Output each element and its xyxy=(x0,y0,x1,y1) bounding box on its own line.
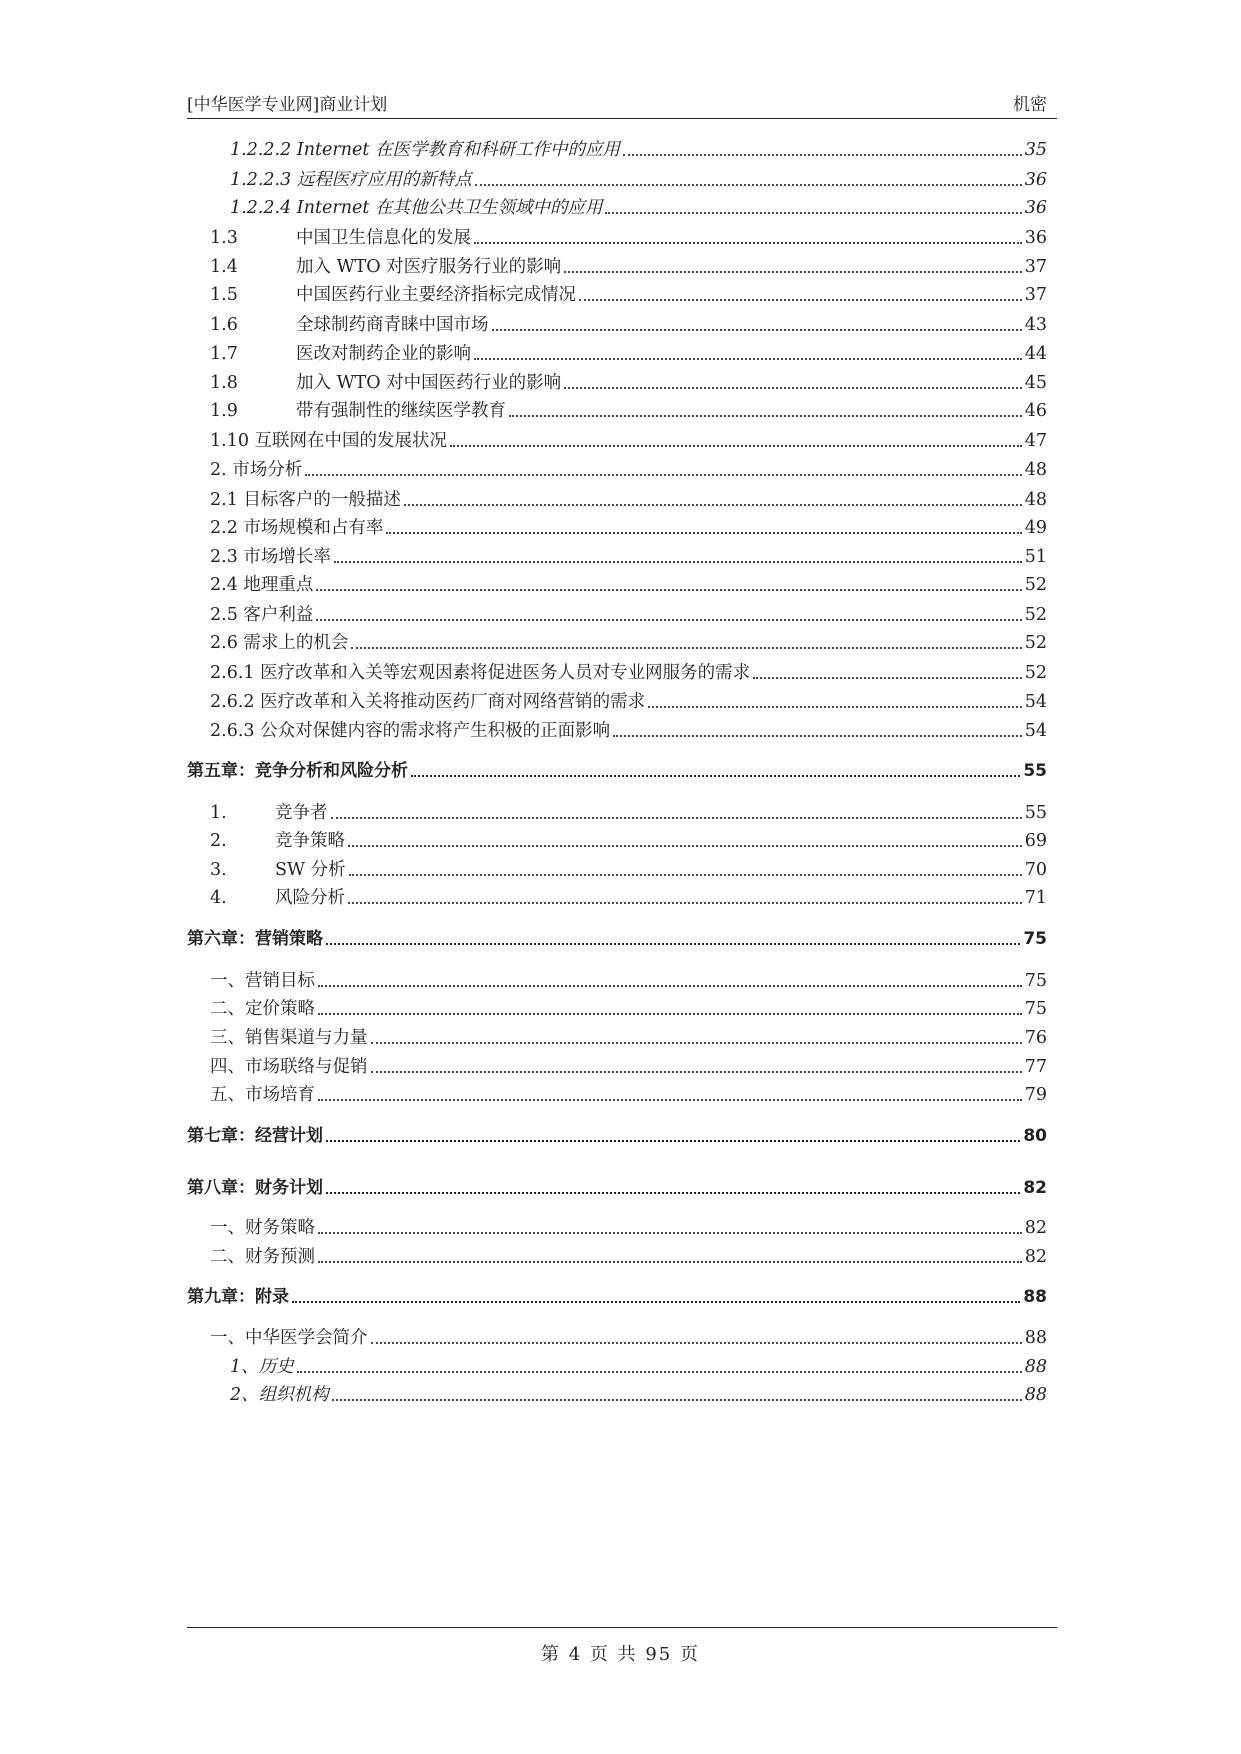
toc-dot-leader xyxy=(332,1398,1022,1401)
toc-entry-title: 1.2.2.4 Internet 在其他公共卫生领域中的应用 xyxy=(230,198,603,218)
toc-dot-leader xyxy=(474,357,1022,360)
toc-entry-title: 加入 WTO 对医疗服务行业的影响 xyxy=(296,257,562,277)
toc-dot-leader xyxy=(411,774,1020,777)
toc-entry-title: 2.6.1 医疗改革和入关等宏观因素将促进医务人员对专业网服务的需求 xyxy=(210,663,751,683)
toc-entry-title: 一、营销目标 xyxy=(210,971,315,991)
toc-entry-title: 中国卫生信息化的发展 xyxy=(296,228,471,248)
toc-dot-leader xyxy=(371,1070,1022,1073)
toc-entry-title: 2、组织机构 xyxy=(230,1385,329,1405)
toc-page-number: 88 xyxy=(1023,1287,1047,1307)
toc-entry[interactable] xyxy=(230,136,1047,162)
toc-dot-leader xyxy=(404,503,1022,506)
toc-page-number: 77 xyxy=(1024,1057,1047,1077)
toc-page-number: 35 xyxy=(1024,140,1047,160)
toc-dot-leader xyxy=(753,676,1022,679)
toc-entry[interactable] xyxy=(210,253,1047,279)
toc-entry-title: 2.3 市场增长率 xyxy=(210,547,331,567)
toc-page-number: 36 xyxy=(1024,170,1047,190)
toc-page-number: 44 xyxy=(1024,344,1047,364)
toc-entry[interactable] xyxy=(210,1243,1047,1269)
toc-chapter[interactable] xyxy=(187,1283,1047,1309)
toc-page-number: 49 xyxy=(1024,518,1047,538)
toc-entry[interactable] xyxy=(210,1024,1047,1050)
toc-chapter[interactable] xyxy=(187,1122,1047,1148)
toc-page-number: 69 xyxy=(1024,831,1047,851)
page-footer: 第 4 页 共 95 页 xyxy=(541,1644,700,1665)
toc-page-number: 43 xyxy=(1024,315,1047,335)
toc-entry[interactable] xyxy=(210,1324,1047,1350)
toc-dot-leader xyxy=(316,618,1021,621)
toc-entry[interactable] xyxy=(230,1353,1047,1379)
toc-page-number: 47 xyxy=(1024,431,1047,451)
toc-entry-title: SW 分析 xyxy=(275,860,346,880)
toc-entry-number: 1.6 xyxy=(210,315,238,335)
toc-page-number: 46 xyxy=(1024,401,1047,421)
toc-entry-title: 三、销售渠道与力量 xyxy=(210,1028,368,1048)
toc-entry-title: 一、中华医学会简介 xyxy=(210,1328,368,1348)
toc-entry[interactable] xyxy=(210,884,1047,910)
toc-entry-title: 2.6 需求上的机会 xyxy=(210,633,349,653)
toc-entry[interactable] xyxy=(210,629,1047,655)
toc-entry-title: 1.10 互联网在中国的发展状况 xyxy=(210,431,448,451)
toc-entry[interactable] xyxy=(210,486,1047,512)
toc-dot-leader xyxy=(318,1012,1022,1015)
toc-page-number: 76 xyxy=(1024,1028,1047,1048)
toc-dot-leader xyxy=(334,560,1022,563)
toc-entry-number: 1.3 xyxy=(210,228,238,248)
toc-page-number: 54 xyxy=(1024,721,1047,741)
toc-entry[interactable] xyxy=(210,659,1047,685)
toc-entry[interactable] xyxy=(210,1081,1047,1107)
toc-page-number: 36 xyxy=(1024,198,1047,218)
toc-entry[interactable] xyxy=(210,967,1047,993)
toc-dot-leader xyxy=(450,444,1022,447)
toc-entry[interactable] xyxy=(210,1214,1047,1240)
toc-dot-leader xyxy=(292,1300,1020,1303)
toc-dot-leader xyxy=(326,942,1020,945)
toc-entry[interactable] xyxy=(210,1053,1047,1079)
toc-dot-leader xyxy=(564,270,1022,273)
toc-entry-title: 2. 市场分析 xyxy=(210,460,303,480)
toc-entry[interactable] xyxy=(230,166,1047,192)
toc-dot-leader xyxy=(349,873,1022,876)
toc-entry[interactable] xyxy=(210,369,1047,395)
toc-entry-title: 2.6.2 医疗改革和入关将推动医药厂商对网络营销的需求 xyxy=(210,692,646,712)
toc-page-number: 52 xyxy=(1024,575,1047,595)
toc-page-number: 36 xyxy=(1024,228,1047,248)
toc-entry[interactable] xyxy=(210,427,1047,453)
toc-entry[interactable] xyxy=(210,601,1047,627)
toc-entry-number: 2. xyxy=(210,831,227,851)
toc-dot-leader xyxy=(305,473,1021,476)
toc-entry-number: 1.7 xyxy=(210,344,238,364)
toc-dot-leader xyxy=(326,1191,1020,1194)
toc-entry-title: 二、定价策略 xyxy=(210,999,315,1019)
toc-dot-leader xyxy=(648,705,1022,708)
toc-dot-leader xyxy=(318,1231,1022,1234)
toc-entry-number: 1.5 xyxy=(210,285,238,305)
toc-page-number: 52 xyxy=(1024,633,1047,653)
toc-entry[interactable] xyxy=(210,397,1047,423)
toc-page-number: 80 xyxy=(1023,1126,1047,1146)
toc-dot-leader xyxy=(371,1041,1022,1044)
toc-entry-number: 1.4 xyxy=(210,257,238,277)
toc-page-number: 55 xyxy=(1023,761,1047,781)
toc-dot-leader xyxy=(318,984,1022,987)
toc-page-number: 88 xyxy=(1024,1328,1047,1348)
toc-entry[interactable] xyxy=(210,456,1047,482)
toc-entry-title: 1.2.2.2 Internet 在医学教育和科研工作中的应用 xyxy=(230,140,620,160)
toc-page-number: 79 xyxy=(1024,1085,1047,1105)
toc-entry-title: 竞争策略 xyxy=(275,831,345,851)
toc-page-number: 70 xyxy=(1024,860,1047,880)
toc-page-number: 55 xyxy=(1024,803,1047,823)
toc-dot-leader xyxy=(613,734,1022,737)
toc-entry[interactable] xyxy=(210,856,1047,882)
toc-entry-title: 全球制药商青睐中国市场 xyxy=(296,315,489,335)
toc-entry-title: 第七章：经营计划 xyxy=(187,1126,323,1146)
toc-dot-leader xyxy=(371,1341,1022,1344)
toc-dot-leader xyxy=(509,414,1022,417)
toc-entry-title: 2.4 地理重点 xyxy=(210,575,314,595)
toc-dot-leader xyxy=(351,646,1021,649)
toc-entry[interactable] xyxy=(210,340,1047,366)
toc-page-number: 71 xyxy=(1024,888,1047,908)
toc-entry-title: 2.5 客户利益 xyxy=(210,605,314,625)
toc-entry-title: 风险分析 xyxy=(275,888,345,908)
toc-page-number: 37 xyxy=(1024,257,1047,277)
toc-entry-number: 1. xyxy=(210,803,227,823)
toc-entry[interactable] xyxy=(210,311,1047,337)
toc-dot-leader xyxy=(318,1260,1022,1263)
toc-page-number: 51 xyxy=(1024,547,1047,567)
toc-entry[interactable] xyxy=(210,514,1047,540)
toc-entry-title: 第九章：附录 xyxy=(187,1287,289,1307)
toc-dot-leader xyxy=(297,1370,1022,1373)
toc-entry-title: 1.2.2.3 远程医疗应用的新特点 xyxy=(230,170,472,190)
toc-page-number: 48 xyxy=(1024,460,1047,480)
toc-page-number: 54 xyxy=(1024,692,1047,712)
toc-entry-title: 四、市场联络与促销 xyxy=(210,1057,368,1077)
toc-dot-leader xyxy=(348,901,1022,904)
toc-page-number: 37 xyxy=(1024,285,1047,305)
toc-entry-title: 第五章：竞争分析和风险分析 xyxy=(187,761,408,781)
toc-entry-title: 2.1 目标客户的一般描述 xyxy=(210,490,401,510)
toc-entry-number: 1.8 xyxy=(210,373,238,393)
toc-page-number: 48 xyxy=(1024,490,1047,510)
toc-entry-title: 2.2 市场规模和占有率 xyxy=(210,518,384,538)
toc-entry[interactable] xyxy=(210,995,1047,1021)
toc-page-number: 82 xyxy=(1024,1218,1047,1238)
toc-entry[interactable] xyxy=(210,717,1047,743)
toc-page-number: 52 xyxy=(1024,663,1047,683)
toc-page-number: 45 xyxy=(1024,373,1047,393)
toc-entry[interactable] xyxy=(210,799,1047,825)
toc-page-number: 75 xyxy=(1024,971,1047,991)
toc-entry[interactable] xyxy=(210,827,1047,853)
toc-page-number: 75 xyxy=(1023,929,1047,949)
toc-dot-leader xyxy=(474,241,1022,244)
toc-entry-number: 1.9 xyxy=(210,401,238,421)
toc-dot-leader xyxy=(564,386,1022,389)
toc-entry-title: 竞争者 xyxy=(275,803,328,823)
toc-entry-title: 医改对制药企业的影响 xyxy=(296,344,471,364)
toc-entry[interactable] xyxy=(230,1381,1047,1407)
toc-dot-leader xyxy=(492,328,1022,331)
toc-entry[interactable] xyxy=(230,194,1047,220)
toc-entry-number: 4. xyxy=(210,888,227,908)
toc-entry-title: 2.6.3 公众对保健内容的需求将产生积极的正面影响 xyxy=(210,721,611,741)
toc-page-number: 88 xyxy=(1024,1385,1047,1405)
toc-entry[interactable] xyxy=(210,688,1047,714)
toc-entry-number: 3. xyxy=(210,860,227,880)
toc-chapter[interactable] xyxy=(187,925,1047,951)
toc-dot-leader xyxy=(386,531,1021,534)
header-title: [中华医学专业网]商业计划 xyxy=(187,95,388,115)
toc-dot-leader xyxy=(475,183,1022,186)
toc-dot-leader xyxy=(331,816,1022,819)
toc-page-number: 52 xyxy=(1024,605,1047,625)
toc-entry[interactable] xyxy=(210,224,1047,250)
toc-entry[interactable] xyxy=(210,543,1047,569)
toc-entry-title: 五、市场培育 xyxy=(210,1085,315,1105)
toc-page-number: 82 xyxy=(1023,1178,1047,1198)
toc-entry-title: 二、财务预测 xyxy=(210,1247,315,1267)
toc-entry[interactable] xyxy=(210,281,1047,307)
toc-dot-leader xyxy=(326,1139,1020,1142)
toc-dot-leader xyxy=(348,844,1022,847)
toc-entry-title: 带有强制性的继续医学教育 xyxy=(296,401,506,421)
toc-page-number: 88 xyxy=(1024,1357,1047,1377)
toc-dot-leader xyxy=(316,588,1021,591)
toc-entry-title: 第八章：财务计划 xyxy=(187,1178,323,1198)
toc-chapter[interactable] xyxy=(187,1174,1047,1200)
toc-entry-title: 一、财务策略 xyxy=(210,1218,315,1238)
toc-entry-title: 1、历史 xyxy=(230,1357,294,1377)
toc-entry-title: 中国医药行业主要经济指标完成情况 xyxy=(296,285,576,305)
toc-dot-leader xyxy=(318,1098,1022,1101)
toc-chapter[interactable] xyxy=(187,757,1047,783)
toc-page-number: 75 xyxy=(1024,999,1047,1019)
toc-dot-leader xyxy=(623,153,1022,156)
toc-dot-leader xyxy=(579,298,1022,301)
toc-entry-title: 加入 WTO 对中国医药行业的影响 xyxy=(296,373,562,393)
toc-dot-leader xyxy=(605,211,1021,214)
toc-entry[interactable] xyxy=(210,571,1047,597)
footer-divider xyxy=(187,1627,1057,1628)
header-confidential: 机密 xyxy=(1013,95,1047,115)
toc-entry-title: 第六章：营销策略 xyxy=(187,929,323,949)
toc-page-number: 82 xyxy=(1024,1247,1047,1267)
